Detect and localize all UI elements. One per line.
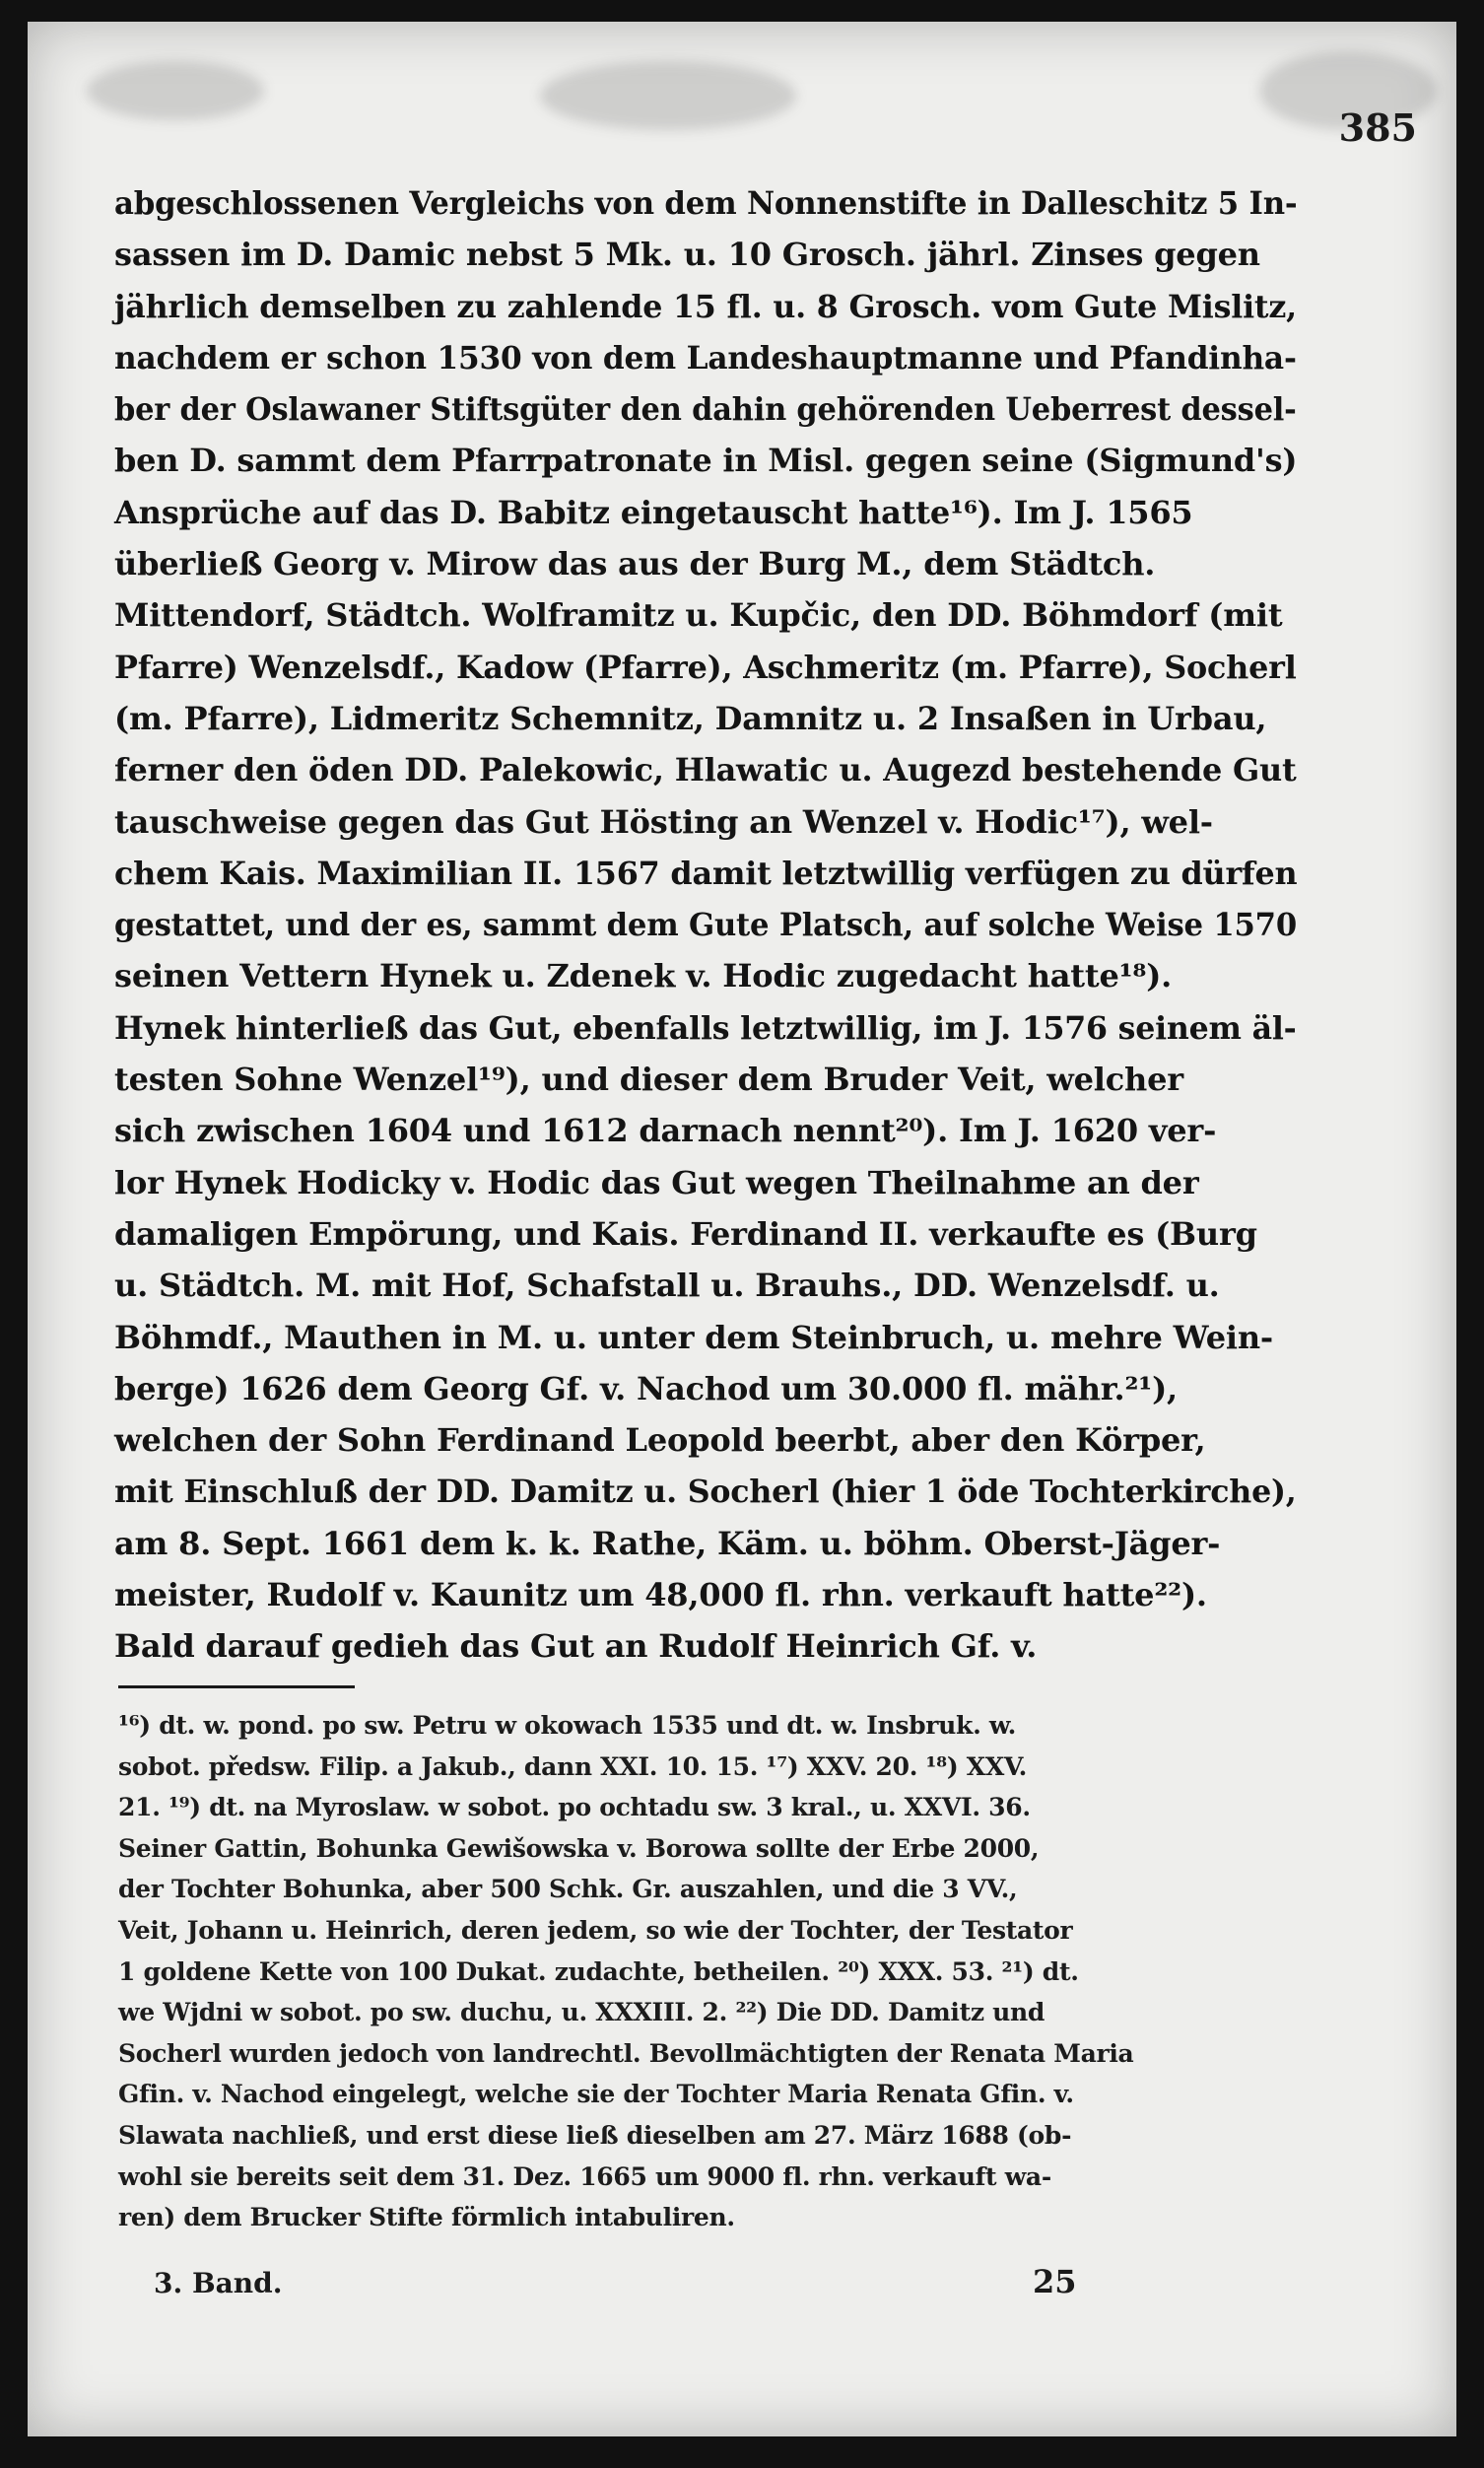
text-line: Ansprüche auf das D. Babitz eingetauscht hatte¹⁶). Im J. 1565 [114,493,1193,531]
volume-label: 3. Band. [154,2267,283,2299]
book-page [28,22,1456,2436]
footnote-line: we Wjdni w sobot. po sw. duchu, u. XXXIII. 2. ²²) Die DD. Damitz und [118,1998,1046,2027]
text-line: gestattet, und der es, sammt dem Gute Platsch, auf solche Weise 1570 [114,906,1297,944]
text-line: jährlich demselben zu zahlende 15 fl. u. 8 Grosch. vom Gute Mislitz, [114,287,1297,325]
scan-smudge [540,61,796,130]
text-line: berge) 1626 dem Georg Gf. v. Nachod um 30.000 fl. mähr.²¹), [114,1369,1178,1407]
text-line: sassen im D. Damic nebst 5 Mk. u. 10 Grosch. jährl. Zinses gegen [114,236,1260,274]
page-number: 385 [1338,105,1417,150]
footnote-line: Slawata nachließ, und erst diese ließ dieselben am 27. März 1688 (ob- [118,2120,1072,2150]
text-line: tauschweise gegen das Gut Hösting an Wenzel v. Hodic¹⁷), wel- [114,802,1213,841]
footnote-line: wohl sie bereits seit dem 31. Dez. 1665 um 9000 fl. rhn. verkauft wa- [118,2161,1051,2191]
footnote-line: sobot. předsw. Filip. a Jakub., dann XXI. 10. 15. ¹⁷) XXV. 20. ¹⁸) XXV. [118,1751,1028,1781]
text-line: welchen der Sohn Ferdinand Leopold beerbt, aber den Körper, [114,1421,1206,1460]
text-line: ber der Oslawaner Stiftsgüter den dahin gehörenden Ueberrest dessel- [114,390,1297,429]
text-line: ferner den öden DD. Palekowic, Hlawatic u. Augezd bestehende Gut [114,751,1297,789]
text-line: überließ Georg v. Mirow das aus der Burg M., dem Städtch. [114,545,1156,583]
main-text [114,177,1297,1673]
text-line: damaligen Empörung, und Kais. Ferdinand II. verkaufte es (Burg [114,1214,1257,1253]
text-line: Mittendorf, Städtch. Wolframitz u. Kupčic, den DD. Böhmdorf (mit [114,596,1283,635]
text-line: testen Sohne Wenzel¹⁹), und dieser dem Bruder Veit, welcher [114,1061,1183,1099]
footnotes [118,1705,1311,2238]
text-line: Böhmdf., Mauthen in M. u. unter dem Steinbruch, u. mehre Wein- [114,1318,1273,1356]
signature-number: 25 [1033,2263,1077,2300]
text-line: Bald darauf gedieh das Gut an Rudolf Heinrich Gf. v. [114,1627,1038,1666]
text-line: u. Städtch. M. mit Hof, Schafstall u. Brauhs., DD. Wenzelsdf. u. [114,1267,1220,1305]
text-line: meister, Rudolf v. Kaunitz um 48,000 fl. rhn. verkauft hatte²²). [114,1576,1207,1614]
footnote-line: Socherl wurden jedoch von landrechtl. Bevollmächtigten der Renata Maria [118,2038,1134,2068]
footnote-line: Veit, Johann u. Heinrich, deren jedem, so wie der Tochter, der Testator [118,1915,1073,1945]
text-line: abgeschlossenen Vergleichs von dem Nonnenstifte in Dalleschitz 5 In- [114,184,1298,222]
text-line: nachdem er schon 1530 von dem Landeshauptmanne und Pfandinha- [114,338,1297,377]
text-line: Hynek hinterließ das Gut, ebenfalls letztwillig, im J. 1576 seinem äl- [114,1008,1297,1047]
footnote-line: der Tochter Bohunka, aber 500 Schk. Gr. auszahlen, und die 3 VV., [118,1875,1018,1904]
text-line: seinen Vettern Hynek u. Zdenek v. Hodic zugedacht hatte¹⁸). [114,957,1173,995]
text-line: Pfarre) Wenzelsdf., Kadow (Pfarre), Aschmeritz (m. Pfarre), Socherl [114,648,1297,686]
footnote-line: 21. ¹⁹) dt. na Myroslaw. w sobot. po ochtadu sw. 3 kral., u. XXVI. 36. [118,1793,1031,1822]
footnote-line: ren) dem Brucker Stifte förmlich intabuliren. [118,2203,735,2232]
text-line: chem Kais. Maximilian II. 1567 damit letztwillig verfügen zu dürfen [114,854,1298,892]
footnote-line: ¹⁶) dt. w. pond. po sw. Petru w okowach 1535 und dt. w. Insbruk. w. [118,1711,1016,1740]
footnote-line: 1 goldene Kette von 100 Dukat. zudachte, betheilen. ²⁰) XXX. 53. ²¹) dt. [118,1956,1079,1986]
text-line: sich zwischen 1604 und 1612 darnach nennt²⁰). Im J. 1620 ver- [114,1112,1217,1150]
text-line: ben D. sammt dem Pfarrpatronate in Misl. gegen seine (Sigmund's) [114,442,1298,480]
text-line: lor Hynek Hodicky v. Hodic das Gut wegen Theilnahme an der [114,1163,1199,1201]
text-line: mit Einschluß der DD. Damitz u. Socherl (hier 1 öde Tochterkirche), [114,1473,1297,1511]
footnote-line: Gfin. v. Nachod eingelegt, welche sie der Tochter Maria Renata Gfin. v. [118,2080,1074,2109]
footnote-line: Seiner Gattin, Bohunka Gewišowska v. Borowa sollte der Erbe 2000, [118,1833,1040,1863]
footnote-divider [118,1685,355,1688]
scan-smudge [87,61,264,120]
text-line: (m. Pfarre), Lidmeritz Schemnitz, Damnitz u. 2 Insaßen in Urbau, [114,699,1267,737]
text-line: am 8. Sept. 1661 dem k. k. Rathe, Käm. u. böhm. Oberst-Jäger- [114,1524,1221,1562]
